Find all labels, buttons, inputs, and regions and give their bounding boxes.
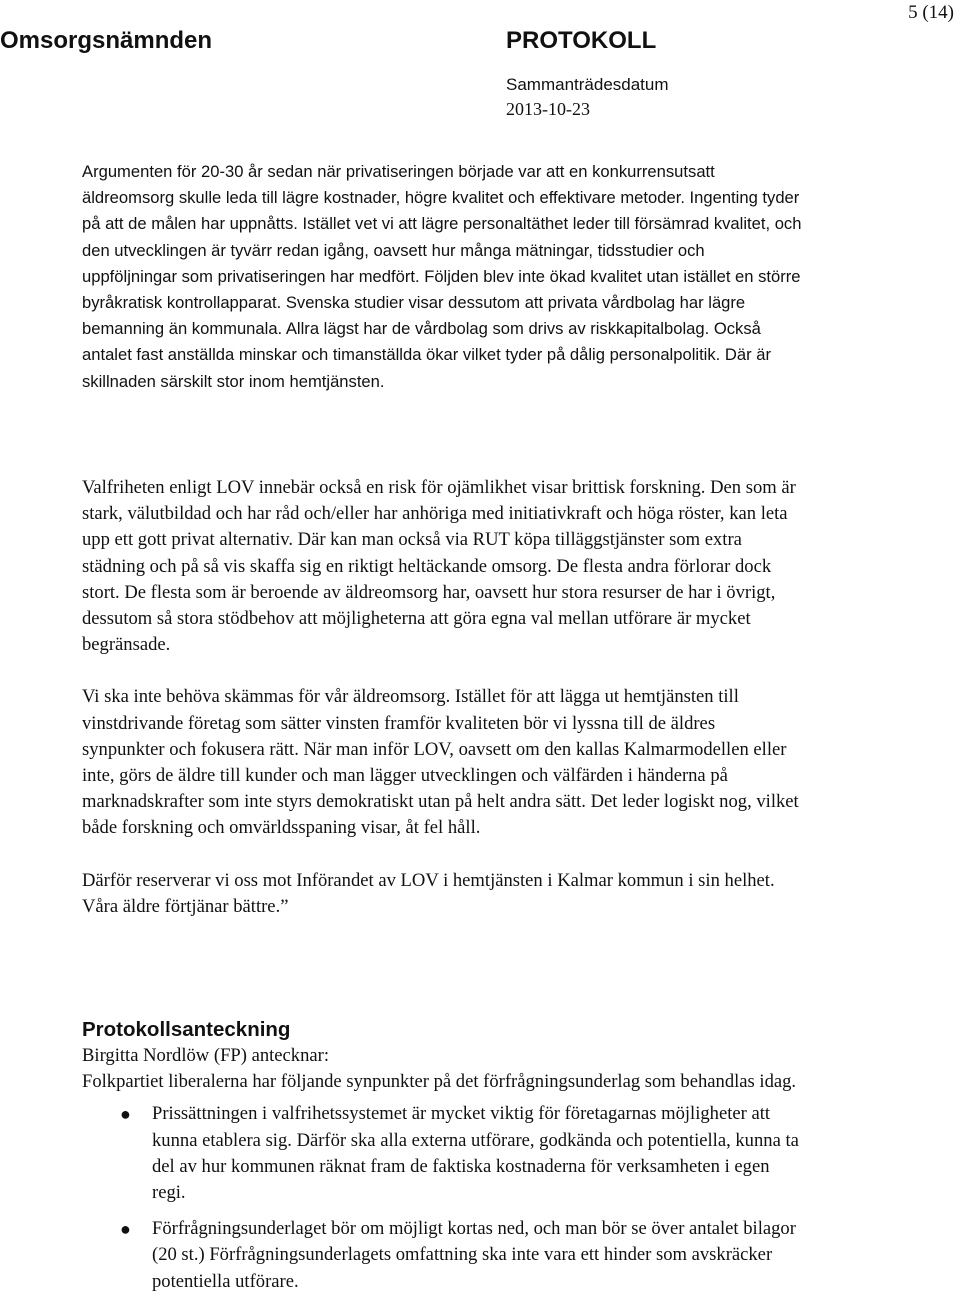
list-item-text: Prissättningen i valfrihetssystemet är mycket viktig för företagarnas möjligheter att kunna etablera sig. Därför ska alla externa utförare, godkända och potentiella, kunna ta del av hur kommunen räknat fram de faktiska kostnaderna för verksamheten i egen regi. [152,1103,799,1204]
protocol-note [82,1043,802,1305]
meeting-date-label: Sammanträdesdatum [506,75,669,94]
list-item [82,1216,802,1295]
list-item-text: Förfrågningsunderlaget bör om möjligt kortas ned, och man bör se över antalet bilagor (20 st.) Förfrågningsunderlagets omfattning ska inte vara ett hinder som avskräcker potentiella utförare. [152,1218,796,1292]
bullet-icon: ● [120,1104,131,1125]
paragraph-valfrihet: Valfriheten enligt LOV innebär också en risk för ojämlikhet visar brittisk forskning. Den som är stark, välutbildad och har råd och/eller har anhöriga med initiativkraft och höga röster, kan leta upp ett gott privat alternativ. Där kan man också via RUT köpa tilläggstjänster som extra städning och på så vis skaffa sig en riktigt heltäckande omsorg. De flesta andra förlorar dock stort. De flesta som är beroende av äldreomsorg har, oavsett hur stora resurser de har i övrigt, dessutom så stora stödbehov att möjligheterna att göra egna val mellan utförare är mycket begränsade. [82,477,796,656]
note-bullet-list [82,1101,802,1294]
paragraph-aldreomsorg: Vi ska inte behöva skämmas för vår äldreomsorg. Istället för att lägga ut hemtjänsten till vinstdrivande företag som sätter vinsten framför kvaliteten bör vi lyssna till de äldres synpunkter och fokusera rätt. När man inför LOV, oavsett om den kallas Kalmarmodellen eller inte, görs de äldre till kunder och man lägger utvecklingen och välfärden i händerna på marknadskrafter som inte styrs demokratiskt utan på helt andra sätt. Det leder logiskt nog, vilket både forskning och omvärldsspaning visar, åt fel håll. [82,686,799,839]
paragraph-reservation: Därför reserverar vi oss mot Införandet av LOV i hemtjänsten i Kalmar kommun i sin helhet. Våra äldre förtjänar bättre.” [82,869,775,917]
list-item [82,1101,802,1206]
note-author: Birgitta Nordlöw (FP) antecknar: [82,1045,330,1066]
organization-name: Omsorgsnämnden [0,27,213,54]
page-number: 5 (14) [908,2,954,23]
document-body-continued [82,475,802,946]
paragraph-arguments: Argumenten för 20-30 år sedan när privatiseringen började var att en konkurrensutsatt äldreomsorg skulle leda till lägre kostnader, högre kvalitet och effektivare metoder. Ingenting tyder på att de målen har uppnåtts. Istället vet vi att lägre personaltäthet leder till försämrad kvalitet, och den utvecklingen är tyvärr redan igång, oavsett hur många mätningar, tidsstudier och uppföljningar som privatiseringen har medfört. Följden blev inte ökad kvalitet utan istället en större byråkratisk kontrollapparat. Svenska studier visar dessutom att privata vårdbolag har lägre bemanning än kommunala. Allra lägst har de vårdbolag som drivs av riskkapitalbolag. Också antalet fast anställda minskar och timanställda ökar vilket tyder på dålig personalpolitik. Där är skillnaden särskilt stor inom hemtjänsten. [82,162,802,391]
document-type: PROTOKOLL [506,27,657,54]
bullet-icon: ● [120,1219,131,1240]
document-body [82,159,802,421]
section-heading: Protokollsanteckning [82,1018,291,1041]
meeting-date: 2013-10-23 [506,99,590,119]
note-intro: Folkpartiet liberalerna har följande synpunkter på det förfrågningsunderlag som behandlas idag. [82,1071,797,1093]
